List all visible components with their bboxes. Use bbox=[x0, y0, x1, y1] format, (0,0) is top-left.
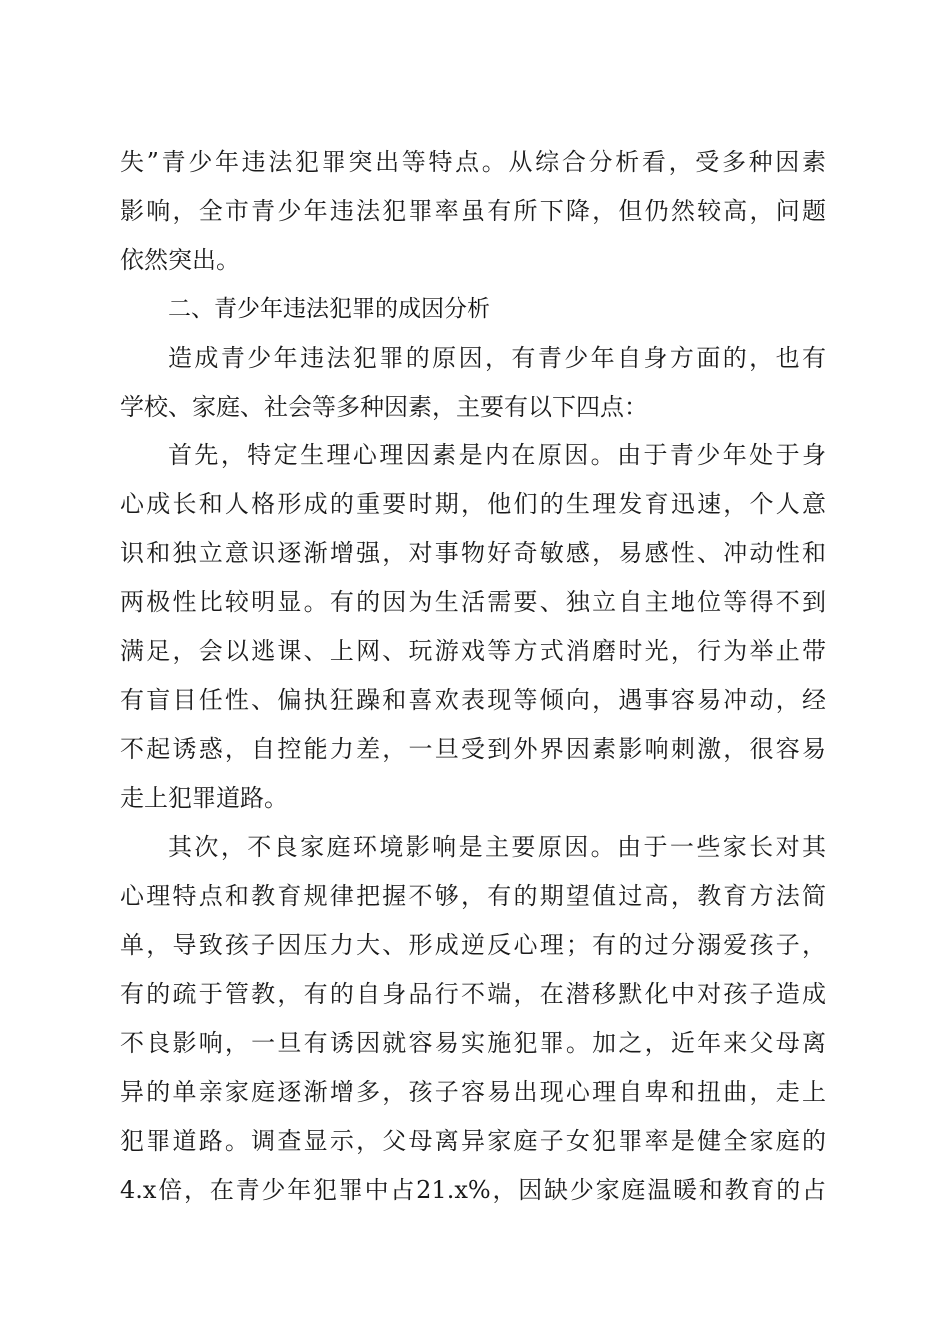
intro-line-3: 依然突出。 bbox=[120, 246, 240, 274]
first-reason-line-3: 识和独立意识逐渐增强，对事物好奇敏感，易感性、冲动性和 bbox=[120, 539, 826, 567]
second-reason-line-5: 不良影响，一旦有诱因就容易实施犯罪。加之，近年来父母离 bbox=[120, 1029, 826, 1057]
first-reason-line-6: 有盲目任性、偏执狂躁和喜欢表现等倾向，遇事容易冲动，经 bbox=[120, 686, 826, 714]
intro-line-2: 影响，全市青少年违法犯罪率虽有所下降，但仍然较高，问题 bbox=[120, 197, 826, 225]
section-heading: 二、青少年违法犯罪的成因分析 bbox=[168, 296, 490, 322]
causes-line-1: 造成青少年违法犯罪的原因，有青少年自身方面的，也有 bbox=[168, 344, 826, 372]
second-reason-line-1: 其次，不良家庭环境影响是主要原因。由于一些家长对其 bbox=[168, 833, 826, 861]
first-reason-line-7: 不起诱惑，自控能力差，一旦受到外界因素影响刺激，很容易 bbox=[120, 735, 826, 763]
causes-line-2: 学校、家庭、社会等多种因素，主要有以下四点： bbox=[120, 393, 648, 421]
second-reason-line-8: 4.x倍，在青少年犯罪中占21.x%，因缺少家庭温暖和教育的占 bbox=[120, 1176, 826, 1204]
second-reason-line-2: 心理特点和教育规律把握不够，有的期望值过高，教育方法简 bbox=[120, 882, 826, 910]
second-reason-line-7: 犯罪道路。调查显示，父母离异家庭子女犯罪率是健全家庭的 bbox=[120, 1127, 826, 1155]
second-reason-line-3: 单，导致孩子因压力大、形成逆反心理；有的过分溺爱孩子， bbox=[120, 931, 826, 959]
second-reason-line-4: 有的疏于管教，有的自身品行不端，在潜移默化中对孩子造成 bbox=[120, 980, 826, 1008]
second-reason-line-6: 异的单亲家庭逐渐增多，孩子容易出现心理自卑和扭曲，走上 bbox=[120, 1078, 826, 1106]
first-reason-line-2: 心成长和人格形成的重要时期，他们的生理发育迅速，个人意 bbox=[120, 490, 826, 518]
first-reason-line-8: 走上犯罪道路。 bbox=[120, 784, 288, 812]
first-reason-line-1: 首先，特定生理心理因素是内在原因。由于青少年处于身 bbox=[168, 441, 826, 469]
intro-line-1: 失”青少年违法犯罪突出等特点。从综合分析看，受多种因素 bbox=[120, 148, 826, 176]
first-reason-line-4: 两极性比较明显。有的因为生活需要、独立自主地位等得不到 bbox=[120, 588, 826, 616]
first-reason-line-5: 满足，会以逃课、上网、玩游戏等方式消磨时光，行为举止带 bbox=[120, 637, 826, 665]
